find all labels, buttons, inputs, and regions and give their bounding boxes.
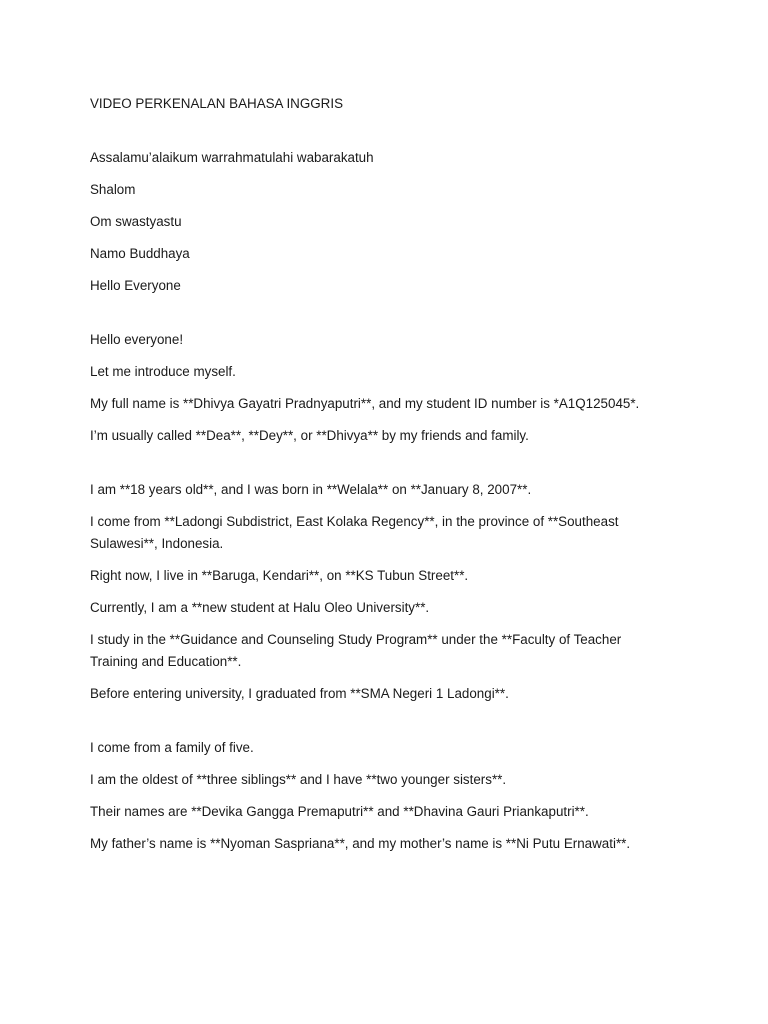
family-line: My father’s name is **Nyoman Saspriana**, and my mother’s name is **Ni Putu Ernawati**. [90,836,631,851]
background-line: Before entering university, I graduated from **SMA Negeri 1 Ladongi**. [90,686,509,701]
intro-line: My full name is **Dhivya Gayatri Pradnyaputri**, and my student ID number is *A1Q125045*. [90,396,640,411]
family-section [90,737,670,855]
intro-section [90,329,670,447]
greeting-line: Shalom [90,182,136,197]
background-line: I am **18 years old**, and I was born in **Welala** on **January 8, 2007**. [90,482,532,497]
document-title: VIDEO PERKENALAN BAHASA INGGRIS [90,96,344,111]
greeting-line: Hello Everyone [90,278,181,293]
background-line: Right now, I live in **Baruga, Kendari**, on **KS Tubun Street**. [90,568,469,583]
background-line: I come from **Ladongi Subdistrict, East Kolaka Regency**, in the province of **Southeast Sulawesi**, Indonesia. [90,514,619,551]
greeting-line: Namo Buddhaya [90,246,190,261]
greetings-section [90,147,670,297]
document-body [90,93,670,865]
family-line: I come from a family of five. [90,740,254,755]
background-section [90,479,670,705]
greeting-line: Om swastyastu [90,214,182,229]
family-line: Their names are **Devika Gangga Premaputri** and **Dhavina Gauri Priankaputri**. [90,804,589,819]
intro-line: I’m usually called **Dea**, **Dey**, or **Dhivya** by my friends and family. [90,428,529,443]
greeting-line: Assalamu’alaikum warrahmatulahi wabarakatuh [90,150,374,165]
background-line: I study in the **Guidance and Counseling Study Program** under the **Faculty of Teacher Training and Education**. [90,632,622,669]
family-line: I am the oldest of **three siblings** and I have **two younger sisters**. [90,772,507,787]
background-line: Currently, I am a **new student at Halu Oleo University**. [90,600,430,615]
intro-line: Hello everyone! [90,332,184,347]
intro-line: Let me introduce myself. [90,364,236,379]
